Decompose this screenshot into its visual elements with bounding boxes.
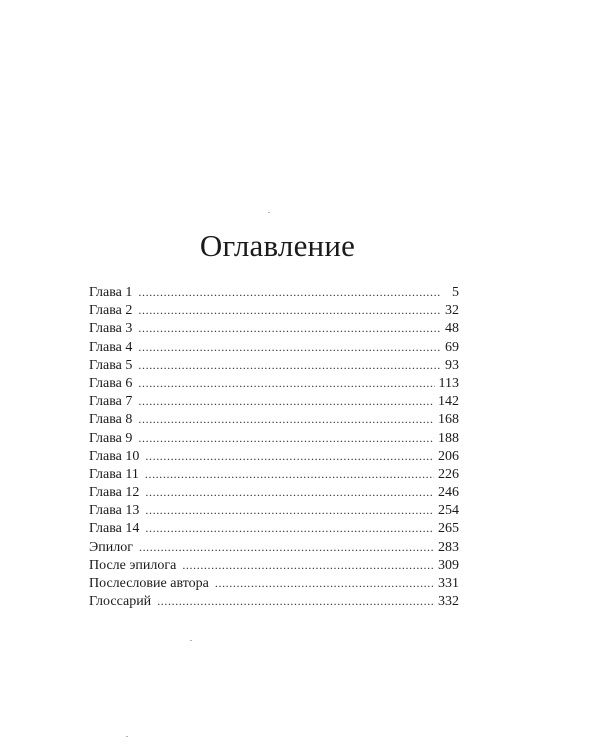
toc-entry-label: Глава 8: [89, 412, 133, 428]
toc-entry-page: 113: [438, 375, 459, 391]
toc-entry[interactable]: [89, 574, 459, 592]
toc-entry[interactable]: [89, 392, 459, 410]
toc-entry[interactable]: [89, 374, 459, 392]
toc-dot-leader: [215, 574, 434, 592]
toc-entry-label: Глава 14: [89, 521, 140, 537]
toc-entry[interactable]: [89, 592, 459, 610]
toc-entry-page: 48: [445, 321, 459, 337]
toc-dot-leader: [138, 356, 441, 374]
toc-dot-leader: [157, 592, 434, 610]
toc-entry-label: Глава 11: [89, 466, 139, 482]
toc-entry-label: Глава 3: [89, 321, 133, 337]
toc-entry[interactable]: [89, 410, 459, 428]
toc-entry-page: 332: [438, 594, 459, 610]
toc-entry-label: Глоссарий: [89, 594, 152, 610]
toc-entry-label: Эпилог: [89, 539, 133, 555]
toc-entry-label: Глава 5: [89, 357, 133, 373]
toc-entry-page: 5: [452, 285, 459, 300]
toc-entry-page: 246: [438, 485, 459, 501]
toc-dot-leader: [138, 283, 441, 301]
scan-speck: [268, 212, 270, 213]
toc-entry-label: Глава 9: [89, 430, 133, 446]
toc-entry-label: Глава 2: [89, 303, 133, 319]
toc-dot-leader: [145, 447, 434, 465]
toc-dot-leader: [138, 319, 441, 337]
scan-speck: [126, 736, 128, 737]
toc-entry-page: 226: [438, 466, 459, 482]
toc-dot-leader: [145, 465, 434, 483]
toc-entry-page: 32: [445, 303, 459, 319]
toc-entry[interactable]: [89, 465, 459, 483]
toc-dot-leader: [138, 429, 434, 447]
toc-entry[interactable]: [89, 483, 459, 501]
toc-entry-label: Послесловие автора: [89, 576, 209, 591]
toc-entry-page: 142: [438, 394, 459, 410]
toc-entry[interactable]: [89, 283, 459, 301]
toc-entry-page: 188: [438, 430, 459, 446]
toc-entry[interactable]: [89, 356, 459, 374]
toc-entry-page: 206: [438, 448, 459, 464]
toc-list: [89, 283, 459, 610]
toc-entry-page: 309: [438, 557, 459, 573]
toc-entry-page: 331: [438, 576, 459, 591]
toc-entry[interactable]: [89, 319, 459, 337]
toc-entry-label: Глава 13: [89, 503, 140, 519]
toc-dot-leader: [145, 483, 434, 501]
scan-speck: [190, 640, 192, 641]
toc-dot-leader: [138, 301, 441, 319]
toc-entry-page: 168: [438, 412, 459, 428]
toc-dot-leader: [145, 519, 434, 537]
toc-dot-leader: [182, 556, 434, 574]
toc-dot-leader: [138, 374, 434, 392]
toc-dot-leader: [138, 392, 434, 410]
toc-entry-label: Глава 6: [89, 375, 133, 391]
toc-entry[interactable]: [89, 556, 459, 574]
toc-entry-label: Глава 1: [89, 285, 133, 300]
toc-entry-label: Глава 10: [89, 448, 140, 464]
toc-entry[interactable]: [89, 301, 459, 319]
toc-entry[interactable]: [89, 338, 459, 356]
toc-entry-page: 93: [445, 357, 459, 373]
toc-dot-leader: [139, 538, 434, 556]
toc-entry[interactable]: [89, 538, 459, 556]
toc-entry-label: Глава 7: [89, 394, 133, 410]
toc-entry-page: 265: [438, 521, 459, 537]
toc-entry-page: 69: [445, 339, 459, 355]
toc-entry-label: После эпилога: [89, 557, 177, 573]
toc-entry-label: Глава 12: [89, 485, 140, 501]
toc-entry[interactable]: [89, 519, 459, 537]
toc-dot-leader: [138, 338, 441, 356]
toc-entry[interactable]: [89, 447, 459, 465]
toc-title: Оглавление: [199, 228, 356, 263]
toc-entry[interactable]: [89, 429, 459, 447]
toc-entry[interactable]: [89, 501, 459, 519]
toc-entry-page: 283: [438, 539, 459, 555]
toc-entry-page: 254: [438, 503, 459, 519]
toc-dot-leader: [138, 410, 434, 428]
toc-dot-leader: [145, 501, 434, 519]
toc-entry-label: Глава 4: [89, 339, 133, 355]
